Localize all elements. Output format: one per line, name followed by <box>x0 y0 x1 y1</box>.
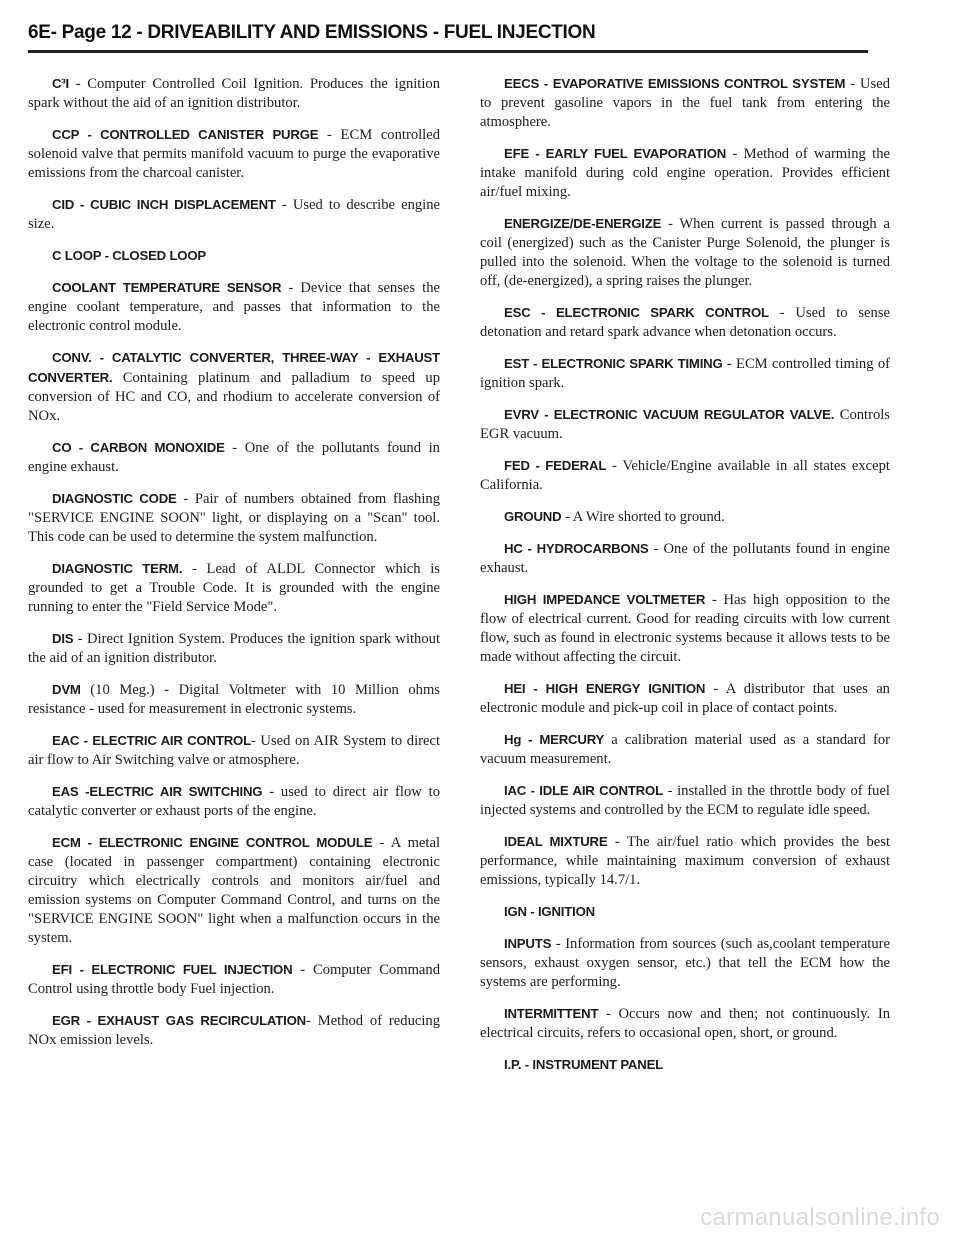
glossary-definition: - used to direct air flow to catalytic converter or exhaust ports of the engine. <box>28 784 441 819</box>
glossary-entry <box>480 679 890 718</box>
glossary-term: IDEAL MIXTURE <box>504 834 608 849</box>
glossary-definition: - Used to sense detonation and retard spark advance when detonation occurs. <box>480 305 890 340</box>
glossary-term: EST - ELECTRONIC SPARK TIMING <box>504 356 723 371</box>
glossary-definition: - Used to describe engine size. <box>28 197 440 232</box>
glossary-definition: - Lead of ALDL Connector which is grounded to get a Trouble Code. It is grounded with the engine running to enter the "Field Service Mode". <box>28 561 440 615</box>
glossary-definition: - Device that senses the engine coolant temperature, and passes that information to the electronic control module. <box>28 280 440 334</box>
glossary-entry <box>480 832 890 890</box>
page-header: 6E- Page 12 - DRIVEABILITY AND EMISSIONS - FUEL INJECTION <box>28 22 596 43</box>
glossary-definition: - Direct Ignition System. Produces the ignition spark without the aid of an ignition distributor. <box>28 631 440 666</box>
glossary-entry <box>480 507 890 527</box>
glossary-entry <box>480 934 890 992</box>
glossary-entry <box>480 902 890 922</box>
site-watermark: carmanualsonline.info <box>700 1204 940 1231</box>
glossary-term: EAC - ELECTRIC AIR CONTROL <box>52 733 251 748</box>
glossary-term: IAC - IDLE AIR CONTROL <box>504 783 663 798</box>
glossary-entry <box>28 195 440 234</box>
glossary-definition: - Vehicle/Engine available in all states except California. <box>480 458 890 493</box>
glossary-term: GROUND <box>504 509 562 524</box>
glossary-term: ENERGIZE/DE-ENERGIZE <box>504 216 662 231</box>
glossary-entry <box>28 833 440 948</box>
glossary-definition: - Occurs now and then; not continuously. In electrical circuits, refers to occasional open, short, or ground. <box>480 1006 890 1041</box>
glossary-entry <box>28 782 440 821</box>
glossary-definition: - Pair of numbers obtained from flashing "SERVICE ENGINE SOON" light, or displaying on a "Scan" tool. This code can be used to determine the system malfunction. <box>28 491 440 545</box>
glossary-entry <box>28 278 440 336</box>
glossary-entry <box>28 348 440 426</box>
glossary-entry <box>480 144 890 202</box>
glossary-entry <box>480 1055 890 1075</box>
glossary-term: Hg - MERCURY <box>504 732 605 747</box>
glossary-term: CONV. - CATALYTIC CONVERTER, THREE-WAY - EXHAUST CONVERTER. <box>28 350 440 385</box>
glossary-entry <box>480 74 890 132</box>
glossary-definition: - One of the pollutants found in engine exhaust. <box>480 541 890 576</box>
glossary-term: I.P. - INSTRUMENT PANEL <box>504 1057 664 1072</box>
header-rule <box>28 50 868 53</box>
glossary-entry <box>480 456 890 495</box>
glossary-term: CCP - CONTROLLED CANISTER PURGE <box>52 127 319 142</box>
glossary-term: EFE - EARLY FUEL EVAPORATION <box>504 146 727 161</box>
glossary-definition: - A Wire shorted to ground. <box>561 509 725 525</box>
glossary-definition: - ECM controlled solenoid valve that permits manifold vacuum to purge the evaporative emissions from the charcoal canister. <box>28 127 440 181</box>
glossary-term: EVRV - ELECTRONIC VACUUM REGULATOR VALVE. <box>504 407 835 422</box>
glossary-entry <box>28 680 440 719</box>
glossary-entry <box>480 590 890 667</box>
glossary-entry <box>480 214 890 291</box>
glossary-term: HEI - HIGH ENERGY IGNITION <box>504 681 706 696</box>
glossary-term: ESC - ELECTRONIC SPARK CONTROL <box>504 305 769 320</box>
glossary-entry <box>28 438 440 477</box>
glossary-term: DIAGNOSTIC CODE <box>52 491 177 506</box>
glossary-entry <box>28 125 440 183</box>
glossary-entry <box>28 1011 440 1050</box>
glossary-entry <box>480 781 890 820</box>
glossary-term: DVM <box>52 682 81 697</box>
glossary-term: DIS <box>52 631 74 646</box>
glossary-term: EAS -ELECTRIC AIR SWITCHING <box>52 784 263 799</box>
glossary-definition: - Information from sources (such as,coolant temperature sensors, exhaust oxygen sensor, etc.) that tell the ECM how the systems are performing. <box>480 936 890 990</box>
glossary-term: C³I <box>52 76 69 91</box>
glossary-term: CID - CUBIC INCH DISPLACEMENT <box>52 197 276 212</box>
glossary-entry <box>28 559 440 617</box>
glossary-definition: - ECM controlled timing of ignition spark. <box>480 356 890 391</box>
glossary-term: HC - HYDROCARBONS <box>504 541 649 556</box>
glossary-term: DIAGNOSTIC TERM. <box>52 561 183 576</box>
glossary-entry <box>480 354 890 393</box>
glossary-definition: (10 Meg.) - Digital Voltmeter with 10 Million ohms resistance - used for measurement in electronic systems. <box>28 682 440 717</box>
glossary-definition: Controls EGR vacuum. <box>480 407 890 442</box>
glossary-definition: - Computer Controlled Coil Ignition. Produces the ignition spark without the aid of an ignition distributor. <box>28 76 440 111</box>
glossary-entry <box>480 405 890 444</box>
glossary-term: CO - CARBON MONOXIDE <box>52 440 225 455</box>
glossary-definition: - Has high opposition to the flow of electrical current. Good for reading circuits with low current flow, such as found in electronic systems because it allows tests to be made without affecting the circuit. <box>480 592 890 665</box>
glossary-term: ECM - ELECTRONIC ENGINE CONTROL MODULE <box>52 835 373 850</box>
glossary-entry <box>480 730 890 769</box>
glossary-entry <box>480 539 890 578</box>
glossary-definition: - One of the pollutants found in engine exhaust. <box>28 440 440 475</box>
glossary-entry <box>28 246 440 266</box>
glossary-definition: a calibration material used as a standard for vacuum measurement. <box>480 732 890 767</box>
glossary-term: HIGH IMPEDANCE VOLTMETER <box>504 592 706 607</box>
glossary-term: EGR - EXHAUST GAS RECIRCULATION <box>52 1013 306 1028</box>
glossary-definition: - Computer Command Control using throttle body Fuel injection. <box>28 962 440 997</box>
glossary-definition: - The air/fuel ratio which provides the best performance, while maintaining maximum conversion of exhaust emissions, typically 14.7/1. <box>480 834 890 888</box>
glossary-entry <box>480 1004 890 1043</box>
glossary-definition: Containing platinum and palladium to speed up conversion of HC and CO, and rhodium to accelerate conversion of NOx. <box>28 370 440 424</box>
glossary-entry <box>28 960 440 999</box>
glossary-term: FED - FEDERAL <box>504 458 607 473</box>
left-column <box>28 74 440 1062</box>
glossary-term: EFI - ELECTRONIC FUEL INJECTION <box>52 962 293 977</box>
glossary-definition: - When current is passed through a coil (energized) such as the Canister Purge Solenoid, the plunger is pulled into the solenoid. When the voltage to the solenoid is turned off, (de-energized), a spring raises the plunger. <box>480 216 890 289</box>
glossary-entry <box>28 489 440 547</box>
glossary-definition: - Used to prevent gasoline vapors in the fuel tank from entering the atmosphere. <box>480 76 890 130</box>
glossary-definition: - Used on AIR System to direct air flow to Air Switching valve or atmosphere. <box>28 733 441 768</box>
glossary-definition: - Method of warming the intake manifold during cold engine operation. Provides efficient air/fuel mixing. <box>480 146 890 200</box>
right-column <box>480 74 890 1087</box>
glossary-term: EECS - EVAPORATIVE EMISSIONS CONTROL SYSTEM <box>504 76 846 91</box>
glossary-entry <box>28 74 440 113</box>
glossary-definition: - A metal case (located in passenger compartment) containing electronic circuitry which electrically controls and monitors air/fuel and emission systems on Computer Command Control, and turns on the "SERVICE ENGINE SOON" light when a malfunction occurs in the system. <box>28 835 440 946</box>
glossary-definition: - installed in the throttle body of fuel injected systems and controlled by the ECM to regulate idle speed. <box>480 783 890 818</box>
glossary-term: COOLANT TEMPERATURE SENSOR <box>52 280 282 295</box>
glossary-definition: - A distributor that uses an electronic module and pick-up coil in place of contact points. <box>480 681 890 716</box>
glossary-definition: - Method of reducing NOx emission levels. <box>28 1013 440 1048</box>
glossary-entry <box>28 731 440 770</box>
glossary-term: IGN - IGNITION <box>504 904 595 919</box>
glossary-entry <box>480 303 890 342</box>
glossary-term: C LOOP - CLOSED LOOP <box>52 248 207 263</box>
glossary-term: INPUTS <box>504 936 552 951</box>
glossary-entry <box>28 629 440 668</box>
glossary-term: INTERMITTENT <box>504 1006 599 1021</box>
